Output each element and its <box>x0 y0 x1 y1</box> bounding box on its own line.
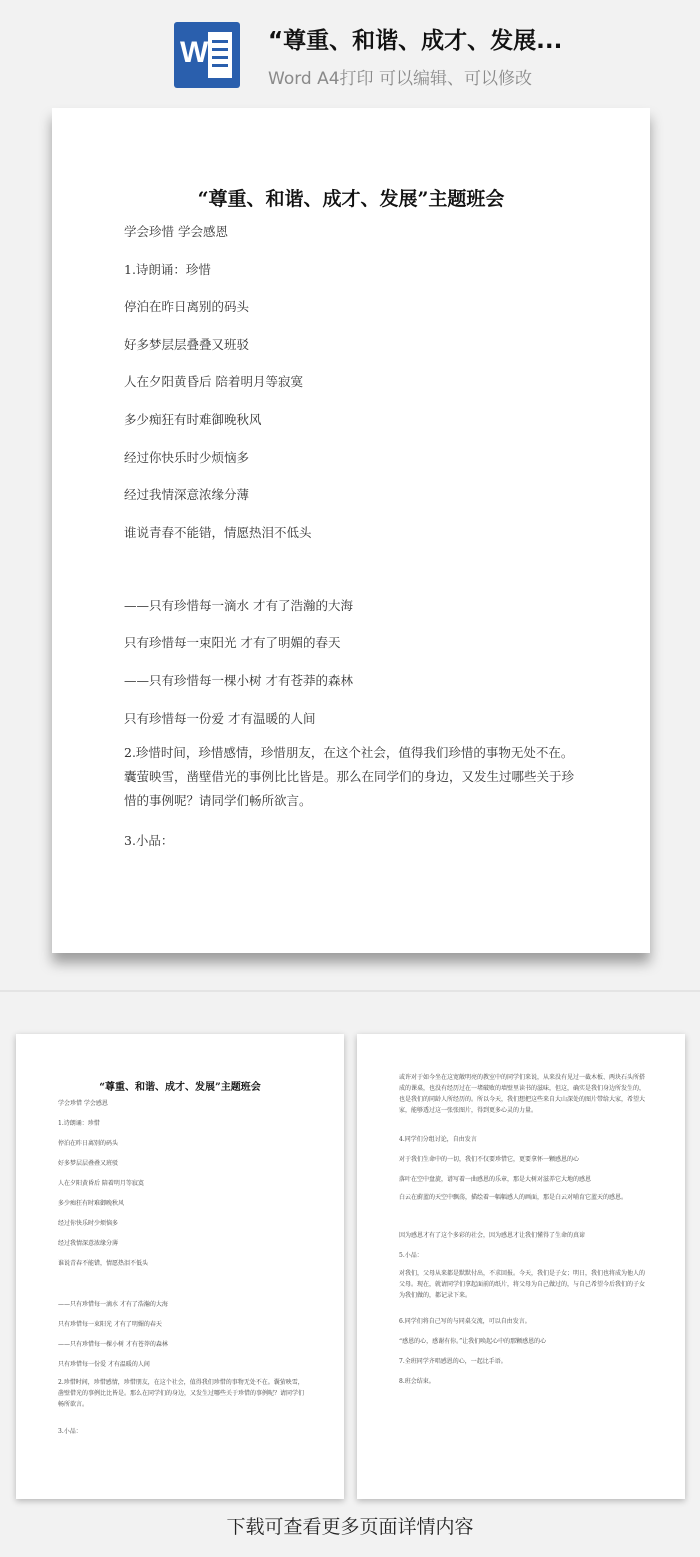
doc-line: 多少痴狂有时难御晚秋风 <box>124 412 262 427</box>
doc-line: 经过你快乐时少烦恼多 <box>124 450 250 465</box>
thumb-line: “感恩的心，感谢有你。”让我们唤起心中的那颗感恩的心 <box>399 1338 547 1345</box>
thumb-line: 好多梦层层叠叠又班驳 <box>58 1160 119 1167</box>
thumb-line: 5.小品： <box>399 1252 423 1259</box>
thumb-line: 学会珍惜 学会感恩 <box>58 1100 108 1107</box>
word-icon-letter: W <box>180 36 209 69</box>
thumb-line: 经过你快乐时少烦恼多 <box>58 1220 119 1227</box>
thumb-line: 6.同学们将自己写的与同桌交流，可以自由发言。 <box>399 1318 531 1325</box>
thumb-paragraph: 2.珍惜时间，珍惜感情，珍惜朋友，在这个社会，值得我们珍惜的事物无处不在。囊萤映雪，凿壁借光的事例比比皆是。那么在同学们的身边，又发生过哪些关于珍惜的事例呢？请同学们畅所欲言。 <box>58 1379 305 1408</box>
doc-line: 学会珍惜 学会感恩 <box>124 224 228 239</box>
thumb-line: 人在夕阳黄昏后 陪着明月等寂寞 <box>58 1180 144 1187</box>
thumb-line: 3.小品： <box>58 1428 82 1435</box>
doc-line: 经过我情深意浓缘分薄 <box>124 487 250 502</box>
thumb-paragraph: 或许对于如今坐在这宽敞明亮的教室中的同学们来说，从来没有见过一截木板、两块石头所搭成的课桌，也没有经历过在一堵破败的墙壁里读书的滋味，但这，确实是我们身边所发生的，也是我们的同龄人所经历的。所以今天，我们想把这些来自大山深处的图片带给大家，希望大家，能够透过这一张张图片，得到更多心灵的力量。 <box>399 1074 646 1114</box>
thumb-line: 经过我情深意浓缘分薄 <box>58 1240 119 1247</box>
download-more-text[interactable]: 下载可查看更多页面详情内容 <box>226 1516 474 1538</box>
thumb-title: “尊重、和谐、成才、发展”主题班会 <box>99 1082 261 1093</box>
document-title: “尊重、和谐、成才、发展... <box>268 28 563 54</box>
thumb-line: 对于我们生命中的一切，我们不仅要珍惜它，更要拿怀一颗感恩的心 <box>399 1156 580 1163</box>
thumb-line: 停泊在昨日离别的码头 <box>58 1140 119 1147</box>
page-header <box>0 0 700 100</box>
doc-line: 好多梦层层叠叠又班驳 <box>124 337 250 352</box>
thumb-line: 只有珍惜每一份爱 才有温暖的人间 <box>58 1361 150 1368</box>
thumb-line: 只有珍惜每一束阳光 才有了明媚的春天 <box>58 1321 162 1328</box>
thumb-line: ——只有珍惜每一棵小树 才有苍莽的森林 <box>58 1341 168 1348</box>
thumb-line: ——只有珍惜每一滴水 才有了浩瀚的大海 <box>58 1301 168 1308</box>
page-thumbnail-1[interactable] <box>16 1034 344 1499</box>
thumb-line: 1.诗朗诵：珍惜 <box>58 1120 100 1127</box>
doc-line: 人在夕阳黄昏后 陪着明月等寂寞 <box>124 374 303 389</box>
document-subtitle: Word A4打印 可以编辑、可以修改 <box>268 69 532 89</box>
doc-line: 谁说青春不能错，情愿热泪不低头 <box>124 525 312 540</box>
section-divider <box>0 990 700 992</box>
doc-line: 只有珍惜每一束阳光 才有了明媚的春天 <box>124 635 341 650</box>
thumb-paragraph: 白云在蔚蓝的天空中飘荡，描绘着一幅幅感人的画面，那是白云对哺育它蓝天的感恩。 <box>399 1194 628 1201</box>
doc-line: 只有珍惜每一份爱 才有温暖的人间 <box>124 711 316 726</box>
doc-line: 3.小品： <box>124 833 174 848</box>
doc-line: 1.诗朗诵：珍惜 <box>124 262 211 277</box>
thumb-line: 7.全班同学齐唱感恩的心，一起比手语。 <box>399 1358 507 1365</box>
thumb-line: 4.同学们分组讨论，自由发言 <box>399 1136 477 1143</box>
thumb-paragraph: 对我们，父母从来都是默默付出，不求回报。今天，我们是子女；明日，我们也将成为他人的父母。现在，就请同学们拿起面前的纸片，将父母为自己做过的，与自己希望今后我们的子女为我们做的，都记录下来。 <box>399 1270 646 1299</box>
doc-line: ——只有珍惜每一棵小树 才有苍莽的森林 <box>124 673 353 688</box>
thumb-line: 8.班会结束。 <box>399 1378 435 1385</box>
main-page-preview <box>52 108 650 953</box>
thumb-line: 落叶在空中盘旋，谱写着一曲感恩的乐章，那是大树对滋养它大地的感恩 <box>399 1176 592 1183</box>
page-thumbnail-2[interactable] <box>357 1034 685 1499</box>
thumb-line: 谁说青春不能错，情愿热泪不低头 <box>58 1260 149 1267</box>
doc-line: ——只有珍惜每一滴水 才有了浩瀚的大海 <box>124 598 353 613</box>
thumb-line: 因为感恩才有了这个多彩的社会，因为感恩才让我们懂得了生命的真谛 <box>399 1232 586 1239</box>
thumb-line: 多少痴狂有时难御晚秋风 <box>58 1200 125 1207</box>
doc-title: “尊重、和谐、成才、发展”主题班会 <box>197 188 505 210</box>
word-document-icon <box>174 22 240 88</box>
doc-line: 停泊在昨日离别的码头 <box>124 299 250 314</box>
doc-paragraph: 2.珍惜时间，珍惜感情，珍惜朋友，在这个社会，值得我们珍惜的事物无处不在。囊萤映雪，凿壁借光的事例比比皆是。那么在同学们的身边，又发生过哪些关于珍惜的事例呢？请同学们畅所欲言。 <box>124 745 575 808</box>
